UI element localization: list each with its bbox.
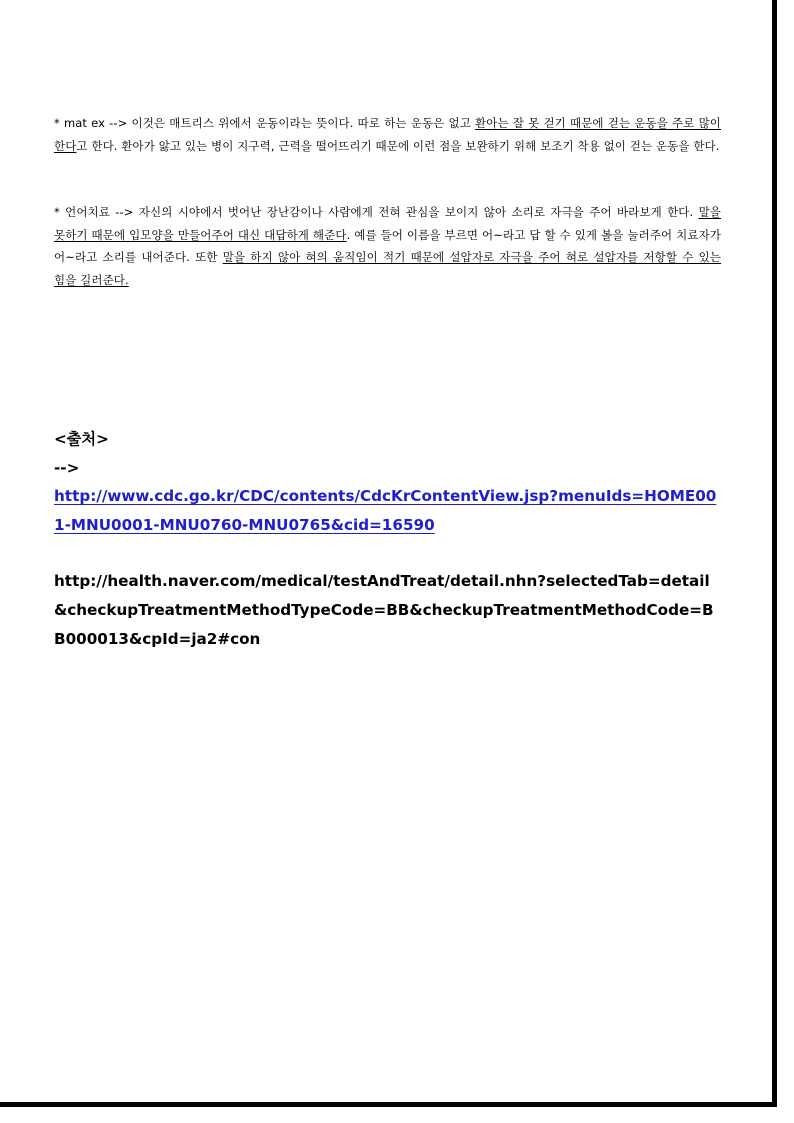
source-arrow: --> [54,459,80,477]
paragraph-mat-exercise-text-1: * mat ex --> 이것은 매트리스 위에서 운동이라는 뜻이다. 따로 하는 운동은 없고 [54,116,476,130]
paragraph-mat-exercise [54,112,721,157]
paragraph-mat-exercise-text-2: 고 한다. 환아가 앓고 있는 병이 지구력, 근력을 떨어뜨리기 때문에 이런 점을 보완하기 위해 보조기 착용 없이 걷는 운동을 한다. [76,138,720,153]
paragraph-speech-therapy [54,201,721,291]
source-text-naver: http://health.naver.com/medical/testAndTreat/detail.nhn?selectedTab=detail&checkupTreatmentMethodTypeCode=BB&checkupTreatmentMethodCode=BB000013&cpId=ja2#con [54,572,714,648]
source-heading: <출처> [54,430,109,448]
paragraph-mat-exercise-underlined: 환아는 잘 못 걷기 때문에 걷는 운동을 주로 많이 한다 [54,116,721,153]
source-link-cdc[interactable]: http://www.cdc.go.kr/CDC/contents/CdcKrContentView.jsp?menuIds=HOME001-MNU0001-MNU0760-MNU0765&cid=16590 [54,487,717,534]
paragraph-speech-therapy-text-2: . 예를 들어 이름을 부르면 어~라고 답 할 수 있게 볼을 눌러주어 치료자가 어~라고 소리를 내어준다. 또한 [54,227,721,264]
paragraph-speech-therapy-underlined-2: 말을 하지 않아 혀의 움직임이 적기 때문에 설압자로 자극을 주어 혀로 설압자를 저항할 수 있는 힘을 길러준다. [54,250,721,287]
paragraph-speech-therapy-text-1: * 언어치료 --> 자신의 시야에서 벗어난 장난감이나 사람에게 전혀 관심을 보이지 않아 소리로 자극을 주어 바라보게 한다. [54,205,699,219]
paragraph-speech-therapy-underlined-1: 말을 못하기 때문에 입모양을 만들어주어 대신 대답하게 해준다 [54,205,721,242]
